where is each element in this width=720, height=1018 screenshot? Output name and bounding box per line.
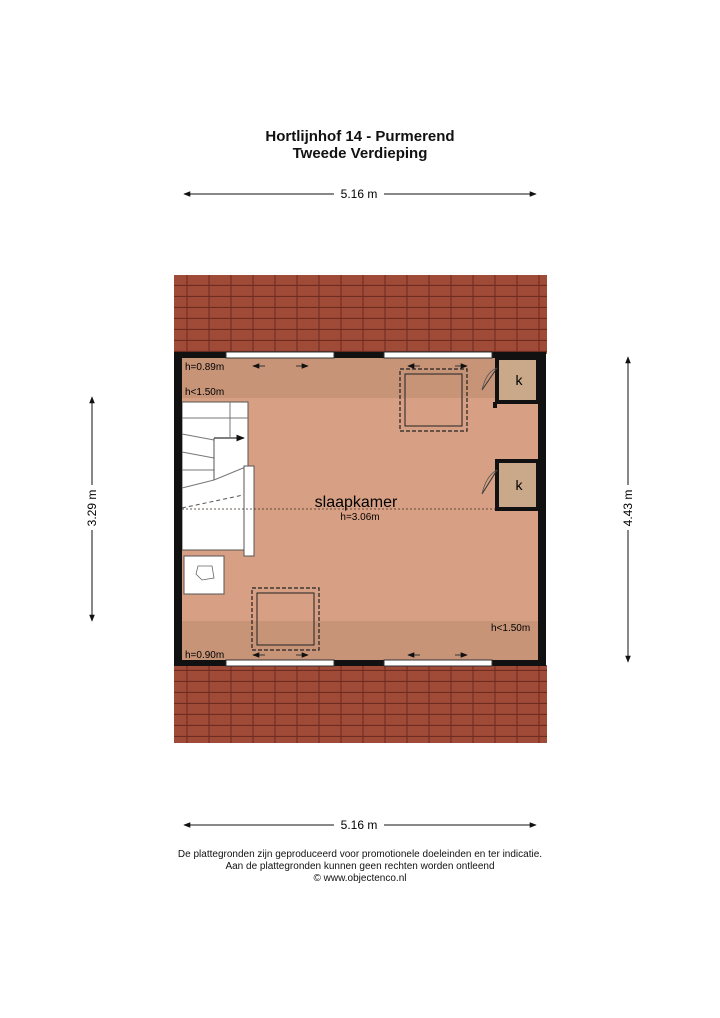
dimension-right-label: 4.43 m <box>621 489 635 527</box>
interior-wall <box>493 402 497 408</box>
closet-upper-label: k <box>515 372 523 388</box>
copyright-link[interactable]: © www.objectenco.nl <box>313 873 407 884</box>
dimension-right <box>621 357 635 662</box>
room-name: slaapkamer <box>314 494 398 511</box>
dimension-left <box>85 397 99 621</box>
plan-title: Hortlijnhof 14 - Purmerend <box>265 128 455 145</box>
disclaimer-line-2: Aan de plattegronden kunnen geen rechten worden ontleend <box>225 861 495 872</box>
disclaimer-line-1: De plattegronden zijn geproduceerd voor promotionele doeleinden en ter indicatie. <box>177 849 543 860</box>
storage-box <box>184 556 224 594</box>
footer-disclaimer <box>0 849 720 885</box>
height-top-left-low: h=0.89m <box>185 362 225 373</box>
height-top-left-mid: h<1.50m <box>185 387 225 398</box>
roof-bottom <box>174 665 547 743</box>
low-zone-top <box>182 358 497 398</box>
dimension-top-label: 5.16 m <box>340 187 378 201</box>
low-zone-bottom <box>182 621 538 662</box>
dimension-top <box>184 187 536 201</box>
dimension-bottom <box>184 818 536 832</box>
floor-title: Tweede Verdieping <box>292 145 428 162</box>
roof-top <box>174 275 547 354</box>
dimension-left-label: 3.29 m <box>85 489 99 527</box>
height-bottom-right-mid: h<1.50m <box>491 623 531 634</box>
room-height: h=3.06m <box>340 512 380 523</box>
closet-lower-label: k <box>515 477 523 493</box>
height-bottom-left-low: h=0.90m <box>185 650 225 661</box>
dimension-bottom-label: 5.16 m <box>340 818 378 832</box>
staircase <box>182 402 254 556</box>
